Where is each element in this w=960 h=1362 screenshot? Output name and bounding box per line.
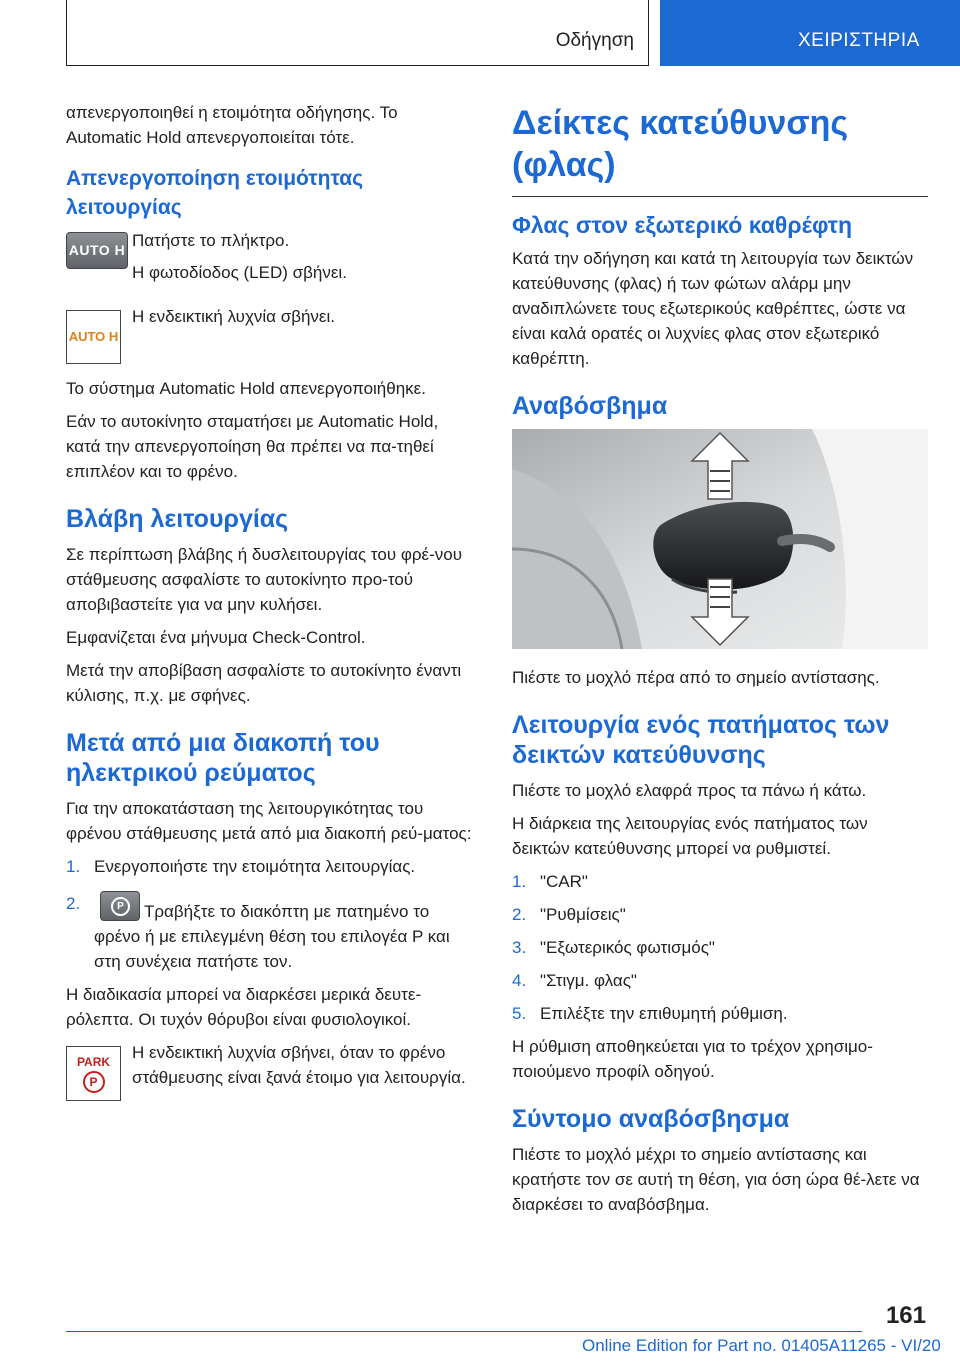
park-indicator-text: Η ενδεικτική λυχνία σβήνει, όταν το φρένο στάθμευσης είναι ξανά έτοιμο για λειτουργία.	[132, 1043, 466, 1087]
title-divider	[512, 196, 928, 197]
step-text: "Στιγμ. φλας"	[540, 971, 637, 990]
step-number: 2.	[66, 894, 81, 913]
list-item	[512, 1001, 928, 1026]
page-number: 161	[885, 1302, 926, 1329]
header-frame	[66, 0, 649, 66]
right-column	[512, 100, 928, 1225]
auto-h-button-row	[66, 228, 474, 296]
step-text: Ενεργοποιήστε την ετοιμότητα λειτουργίας.	[94, 857, 416, 876]
deactivate-led-off: Η φωτοδίοδος (LED) σβήνει.	[132, 263, 347, 282]
fault-paragraph-1: Σε περίπτωση βλάβης ή δυσλειτουργίας του φρέ‐νου στάθμευσης ασφαλίστε το αυτοκίνητο προ‐τού αποβιβαστείτε για να μην κυλήσει.	[66, 545, 463, 614]
step-text: Επιλέξτε την επιθυμητή ρύθμιση.	[540, 1004, 788, 1023]
step-number: 1.	[512, 872, 527, 891]
intro-paragraph: απενεργοποιηθεί η ετοιμότητα οδήγησης. Το Automatic Hold απενεργοποιείται τότε.	[66, 103, 398, 147]
turn-signal-lever-photo	[512, 429, 928, 649]
list-item	[512, 968, 928, 993]
step-text: "CAR"	[540, 872, 588, 891]
park-indicator-row	[66, 1040, 474, 1108]
footer-divider	[66, 1331, 862, 1332]
heading-flashing: Αναβόσβημα	[512, 392, 668, 420]
list-item	[512, 869, 928, 894]
parking-brake-letter: P	[111, 897, 130, 916]
footer-edition	[582, 1336, 941, 1356]
fault-paragraph-2: Εμφανίζεται ένα μήνυμα Check-Control.	[66, 628, 366, 647]
heading-deactivate: Απενεργοποίηση ετοιμότητας λειτουργίας	[66, 167, 364, 219]
flash-paragraph: Πιέστε το μοχλό πέρα από το σημείο αντίστασης.	[512, 668, 880, 687]
one-touch-paragraph-3: Η ρύθμιση αποθηκεύεται για το τρέχον χρησιμο‐ποιούμενο προφίλ οδηγού.	[512, 1037, 873, 1081]
parking-brake-switch-icon	[100, 891, 140, 921]
step-number: 1.	[66, 857, 81, 876]
step-text: Τραβήξτε το διακόπτη με πατημένο το φρένο ή με επιλεγμένη θέση του επιλογέα P και στη συνέχεια πατήστε τον.	[94, 902, 450, 971]
park-word: PARK	[76, 1055, 111, 1069]
list-item	[66, 854, 474, 879]
step-number: 3.	[512, 938, 527, 957]
list-item	[66, 891, 474, 974]
chapter-tab-label: ΧΕΙΡΙΣΤΗΡΙΑ	[798, 30, 920, 51]
heading-power-failure: Μετά από μια διακοπή του ηλεκτρικού ρεύματος	[66, 729, 380, 787]
auto-h-button-icon: AUTO H	[66, 232, 128, 269]
power-steps	[66, 854, 474, 974]
power-paragraph-1: Για την αποκατάσταση της λειτουργικότητας του φρένου στάθμευσης μετά από μια διακοπή ρεύ‐ματος:	[66, 799, 472, 843]
chapter-tab	[660, 0, 960, 66]
deactivate-note: Εάν το αυτοκίνητο σταματήσει με Automatic Hold, κατά την απενεργοποίηση θα πρέπει να πα‐τηθεί επιπλέον και το φρένο.	[66, 412, 439, 481]
step-number: 4.	[512, 971, 527, 990]
step-text: "Ρυθμίσεις"	[540, 905, 626, 924]
edition-text: Online Edition for Part no. 01405A11265 - VI/20	[582, 1336, 941, 1355]
indicator-off-text: Η ενδεικτική λυχνία σβήνει.	[132, 307, 336, 326]
heading-short-flash: Σύντομο αναβόσβησμα	[512, 1105, 790, 1133]
deactivate-step-press: Πατήστε το πλήκτρο.	[132, 231, 290, 250]
heading-fault: Βλάβη λειτουργίας	[66, 505, 289, 533]
one-touch-paragraph-1: Πιέστε το μοχλό ελαφρά προς τα πάνω ή κάτω.	[512, 781, 867, 800]
mirror-paragraph: Κατά την οδήγηση και κατά τη λειτουργία των δεικτών κατεύθυνσης (φλας) ή των φώτων αλάρμ μην αναδιπλώνετε τους εξωτερικούς καθρέπτες, ώστε να είναι καλά ορατές οι λυχνίες φλας στον εξωτερικό καθρέπτη.	[512, 249, 914, 368]
section-title: Οδήγηση	[555, 30, 634, 51]
power-paragraph-2: Η διαδικασία μπορεί να διαρκέσει μερικά δευτε‐ρόλεπτα. Οι τυχόν θόρυβοι είναι φυσιολογικοί.	[66, 985, 422, 1029]
step-number: 2.	[512, 905, 527, 924]
deactivated-text: Το σύστημα Automatic Hold απενεργοποιήθηκε.	[66, 379, 426, 398]
fault-paragraph-3: Μετά την αποβίβαση ασφαλίστε το αυτοκίνητο έναντι κύλισης, π.χ. με σφήνες.	[66, 661, 462, 705]
heading-mirror-indicators: Φλας στον εξωτερικό καθρέφτη	[512, 212, 853, 238]
step-number: 5.	[512, 1004, 527, 1023]
settings-steps	[512, 869, 928, 1026]
page-title: Δείκτες κατεύθυνσης (φλας)	[512, 104, 849, 184]
one-touch-paragraph-2: Η διάρκεια της λειτουργίας ενός πατήματος των δεικτών κατεύθυνσης μπορεί να ρυθμιστεί.	[512, 814, 868, 858]
park-indicator-icon	[66, 1046, 121, 1101]
step-text: "Εξωτερικός φωτισμός"	[540, 938, 715, 957]
park-letter: P	[83, 1071, 105, 1093]
list-item	[512, 935, 928, 960]
auto-h-indicator-icon: AUTO H	[66, 310, 121, 364]
left-column	[66, 100, 474, 1116]
short-flash-paragraph: Πιέστε το μοχλό μέχρι το σημείο αντίστασης και κρατήστε τον σε αυτή τη θέση, για όση ώρα θέ‐λετε να διαρκέσει το αναβόσβημα.	[512, 1145, 920, 1214]
auto-h-indicator-row	[66, 304, 474, 368]
heading-one-touch: Λειτουργία ενός πατήματος των δεικτών κατεύθυνσης	[512, 711, 890, 769]
list-item	[512, 902, 928, 927]
